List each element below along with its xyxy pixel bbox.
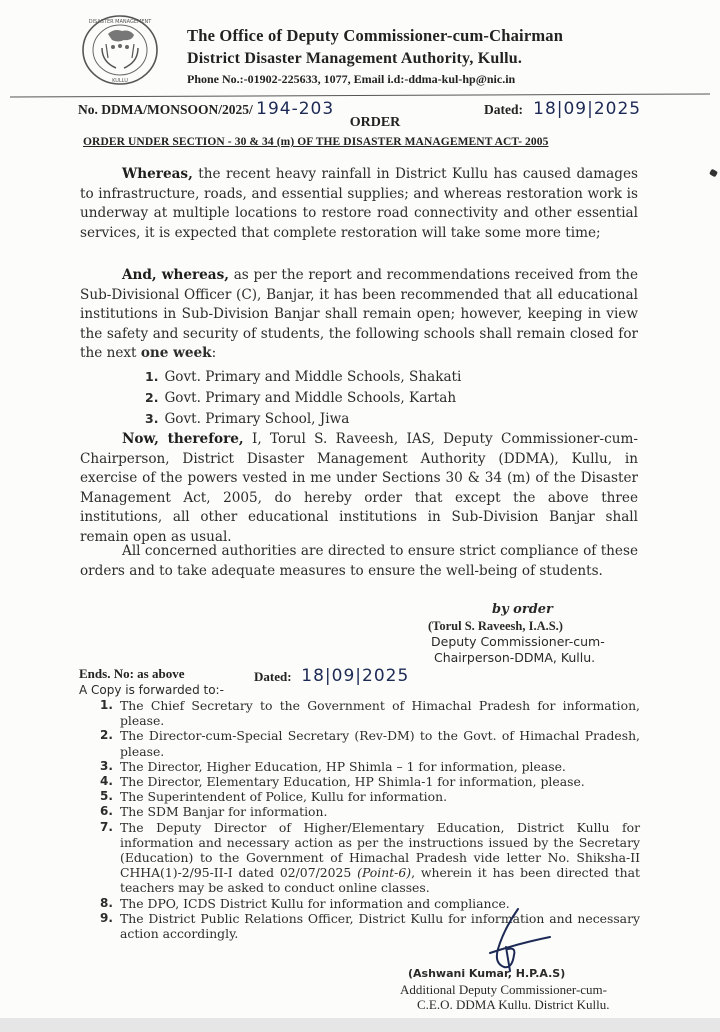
reference-handwritten: 194-203	[256, 99, 335, 119]
list-text	[120, 820, 640, 896]
dated-label: Dated:	[484, 102, 523, 117]
list-item	[100, 789, 640, 804]
closed-schools-list	[145, 367, 461, 429]
list-number: 7.	[100, 819, 113, 834]
list-number: 3.	[145, 410, 159, 426]
paragraph-whereas	[80, 165, 638, 243]
emphasis-one-week: one week	[140, 345, 212, 361]
dated-handwritten: 18|09|2025	[533, 99, 642, 119]
signatory-name: (Ashwani Kumar, H.P.A.S)	[408, 967, 566, 980]
list-number: 4.	[100, 774, 113, 789]
list-number: 8.	[100, 895, 113, 910]
list-text: The Director, Higher Education, HP Shimla – 1 for information, please.	[120, 758, 566, 774]
signatory-designation: Additional Deputy Commissioner-cum-	[400, 981, 607, 997]
paragraph-text: I, Torul S. Raveesh, IAS, Deputy Commissioner-cum-Chairperson, District Disaster Management Authority (DDMA), Kullu, in exercise of the powers vested in me under Sections 30 & 34 (m) of the Disaster Management Act, 2005, do hereby order that except the above three institutions, all other educational institutions in Sub-Division Banjar shall remain open as usual.	[80, 431, 638, 545]
list-text: The Director-cum-Special Secretary (Rev-DM) to the Govt. of Himachal Pradesh, please.	[120, 728, 640, 759]
list-item	[145, 388, 461, 409]
reference-prefix: No. DDMA/MONSOON/2025/	[78, 102, 253, 117]
signatory-designation: Chairperson-DDMA, Kullu.	[434, 650, 596, 665]
paragraph-now-therefore	[80, 430, 638, 547]
signatory-name: (Torul S. Raveesh, I.A.S.)	[428, 619, 563, 633]
office-title: The Office of Deputy Commissioner-cum-Chairman	[187, 26, 564, 45]
list-text: The Director, Elementary Education, HP Shimla-1 for information, please.	[120, 774, 585, 790]
paragraph-tail: :	[211, 345, 217, 361]
list-text: Govt. Primary and Middle Schools, Shakati	[164, 369, 462, 385]
list-number: 5.	[100, 789, 113, 804]
paragraph-lead: Whereas,	[122, 166, 193, 182]
list-item	[145, 367, 461, 388]
list-text: The District Public Relations Officer, District Kullu for information and necessary action accordingly.	[120, 910, 640, 942]
signatory-block-dc	[420, 602, 640, 666]
handwritten-signature-icon	[470, 905, 560, 975]
list-item	[100, 759, 640, 774]
list-text: The Superintendent of Police, Kullu for information.	[120, 789, 448, 805]
paragraph-compliance	[80, 542, 638, 581]
paragraph-text: the recent heavy rainfall in District Kullu has caused damages to infrastructure, roads, and essential supplies; and whereas restoration work is underway at multiple locations to restore road connectivity and other essential services, it is expected that complete restoration will take some more time;	[80, 166, 638, 241]
paragraph-lead: And, whereas,	[122, 267, 230, 283]
order-title: ORDER	[349, 115, 401, 130]
list-item	[100, 820, 640, 896]
list-text: The SDM Banjar for information.	[120, 804, 328, 820]
signatory-designation: Deputy Commissioner-cum-	[431, 634, 605, 649]
paragraph-lead: Now, therefore,	[122, 431, 244, 447]
dated-handwritten: 18|09|2025	[301, 666, 410, 686]
list-text: The DPO, ICDS District Kullu for information and compliance.	[120, 895, 510, 911]
list-number: 2.	[145, 389, 159, 405]
header-divider	[10, 93, 710, 97]
list-number: 9.	[100, 910, 113, 925]
list-item	[100, 774, 640, 789]
paragraph-text: as per the report and recommendations received from the Sub-Divisional Officer (C), Banjar, it has been recommended that all educational institutions in Sub-Division Banjar shall remain open; however, keeping in view the safety and security of students, the following schools shall remain closed for the next	[80, 267, 638, 361]
list-item	[145, 409, 461, 430]
signatory-designation: C.E.O. DDMA Kullu. District Kullu.	[417, 997, 610, 1012]
endorsement-date	[254, 666, 409, 686]
list-text: Govt. Primary and Middle Schools, Kartah	[164, 389, 457, 406]
list-number: 3.	[100, 758, 113, 773]
svg-text:DISASTER MANAGEMENT: DISASTER MANAGEMENT	[88, 19, 152, 25]
list-number: 2.	[100, 728, 113, 743]
paragraph-text: All concerned authorities are directed to ensure strict compliance of these orders and to take adequate measures to ensure the well-being of students.	[80, 543, 638, 579]
order-subtitle: ORDER UNDER SECTION - 30 & 34 (m) OF THE DISASTER MANAGEMENT ACT- 2005	[83, 136, 549, 148]
endorsement-number: Ends. No: as above	[79, 666, 185, 681]
scan-artifact	[709, 169, 718, 178]
list-text-main: The Deputy Director of Higher/Elementary Education, District Kullu for information and necessary action as per the instructions issued by the Secretary (Education) to the Government of Himachal Pradesh vide letter No. Shiksha-II CHHA(1)-2/95-II-I dated 02/07/2025	[120, 819, 640, 881]
signatory-block-adc	[400, 966, 660, 1013]
dated-label: Dated:	[254, 669, 292, 684]
by-order-label: by order	[492, 602, 553, 617]
viewer-bottom-bar	[0, 1018, 720, 1032]
copy-forwarded-label: A Copy is forwarded to:-	[79, 683, 224, 697]
list-text-tail: , wherein it has been directed that teachers may be asked to conduct online classes.	[120, 865, 640, 896]
contact-line: Phone No.:-01902-225633, 1077, Email i.d:-ddma-kul-hp@nic.in	[187, 72, 516, 86]
list-item	[100, 698, 640, 728]
list-text: The Chief Secretary to the Government of Himachal Pradesh for information, please.	[120, 698, 640, 729]
authority-title: District Disaster Management Authority, Kullu.	[187, 50, 523, 67]
letterhead	[76, 8, 696, 86]
svg-text:KULLU: KULLU	[112, 78, 128, 84]
list-text: Govt. Primary School, Jiwa	[164, 410, 350, 427]
list-number: 6.	[100, 804, 113, 819]
list-text-italic: (Point-6)	[357, 865, 412, 881]
list-number: 1.	[145, 369, 159, 384]
list-item	[100, 804, 640, 819]
list-number: 1.	[100, 698, 113, 712]
list-item	[100, 728, 640, 758]
paragraph-and-whereas	[80, 266, 638, 364]
ddma-emblem-icon	[80, 14, 160, 86]
